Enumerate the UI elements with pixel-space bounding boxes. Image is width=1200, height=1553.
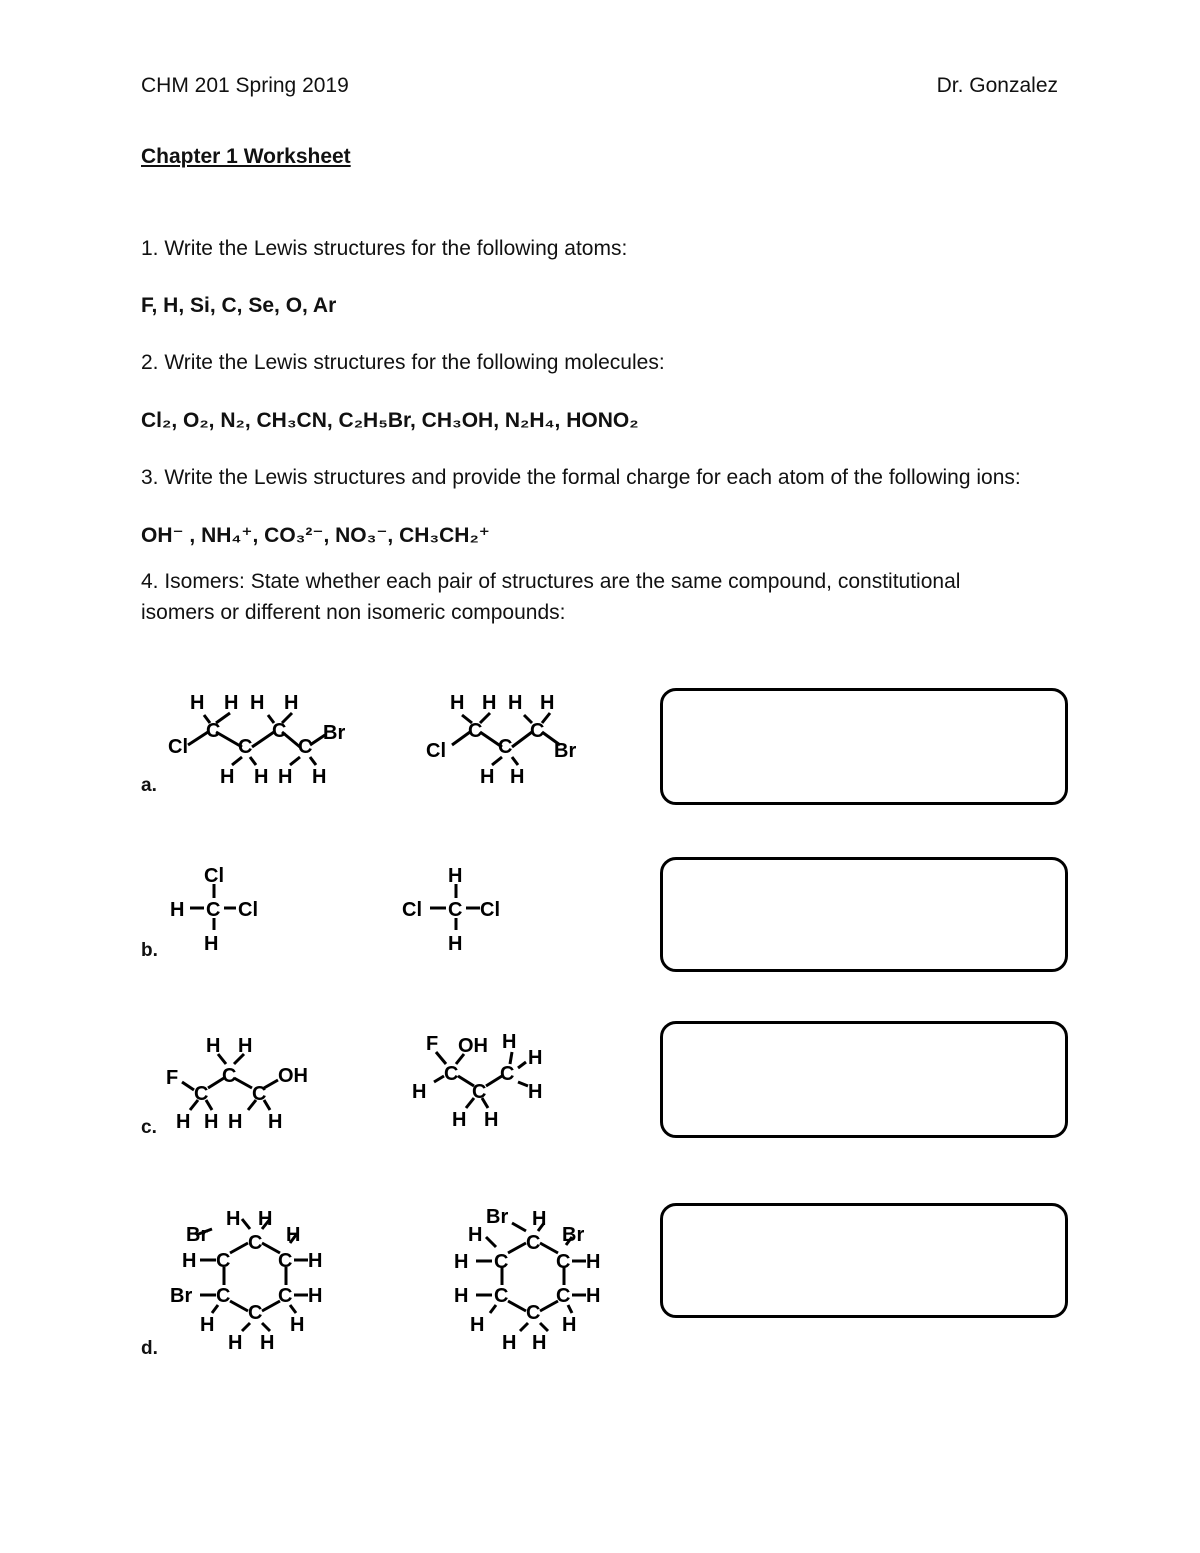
bond-line — [182, 1082, 194, 1090]
atom-H: H — [238, 1035, 253, 1057]
atom-H: H — [204, 933, 219, 955]
atom-H: H — [312, 766, 327, 788]
atom-C: C — [556, 1285, 571, 1307]
bond-line — [518, 1082, 528, 1086]
atom-H: H — [290, 1314, 305, 1336]
atom-C: C — [556, 1251, 571, 1273]
atom-OH: OH — [278, 1065, 308, 1087]
atom-C: C — [216, 1250, 231, 1272]
atom-H: H — [510, 766, 525, 788]
atom-C: C — [206, 720, 221, 742]
structure-b2-dichloromethane — [400, 860, 520, 960]
atom-H: H — [454, 1251, 469, 1273]
atom-C: C — [248, 1302, 263, 1324]
structure-d1-dibromocyclohexane — [168, 1205, 338, 1355]
atom-Cl: Cl — [426, 740, 446, 762]
atom-H: H — [204, 1111, 219, 1133]
atom-C: C — [448, 899, 463, 921]
atom-C: C — [472, 1081, 487, 1103]
atom-C: C — [216, 1285, 231, 1307]
bond-line — [230, 1301, 248, 1311]
atom-H: H — [468, 1224, 483, 1246]
atom-Br: Br — [562, 1224, 585, 1246]
atom-C: C — [278, 1285, 293, 1307]
pair-b-label: b. — [141, 940, 158, 961]
bond-line — [486, 1237, 496, 1247]
atom-H: H — [482, 692, 497, 714]
atom-C: C — [272, 720, 287, 742]
atom-H: H — [412, 1081, 427, 1103]
atom-Cl: Cl — [168, 736, 188, 758]
bond-line — [232, 757, 242, 765]
atom-H: H — [586, 1285, 601, 1307]
atom-Cl: Cl — [238, 899, 258, 921]
pair-a-label: a. — [141, 775, 157, 796]
atom-H: H — [206, 1035, 221, 1057]
bond-line — [492, 757, 502, 765]
course-header: CHM 201 Spring 2019 — [141, 74, 349, 97]
atom-H: H — [508, 692, 523, 714]
atom-C: C — [444, 1063, 459, 1085]
question-3-items: OH⁻ , NH₄⁺, CO₃²⁻, NO₃⁻, CH₃CH₂⁺ — [141, 524, 490, 547]
structure-a1-chloro-bromobutane — [160, 685, 360, 795]
atom-H: H — [448, 865, 463, 887]
atom-C: C — [298, 736, 313, 758]
structure-c1-fluoropropanol — [164, 1030, 324, 1135]
atom-H: H — [200, 1314, 215, 1336]
atom-H: H — [286, 1224, 301, 1246]
question-3-prompt: 3. Write the Lewis structures and provide the formal charge for each atom of the following ions: — [141, 466, 1021, 489]
structure-d2-dibromocyclohexane — [446, 1205, 616, 1355]
atom-C: C — [494, 1285, 509, 1307]
bond-line — [242, 1219, 250, 1229]
atom-H: H — [470, 1314, 485, 1336]
bond-line — [290, 757, 300, 765]
question-1-prompt: 1. Write the Lewis structures for the following atoms: — [141, 237, 628, 260]
pair-d-label: d. — [141, 1338, 158, 1359]
atom-H: H — [502, 1332, 517, 1354]
question-4-prompt-line-1: 4. Isomers: State whether each pair of structures are the same compound, constitutional — [141, 570, 961, 593]
atom-C: C — [252, 1083, 267, 1105]
atom-Cl: Cl — [204, 865, 224, 887]
question-1-items: F, H, Si, C, Se, O, Ar — [141, 294, 337, 317]
atom-H: H — [528, 1047, 543, 1069]
atom-F: F — [426, 1033, 439, 1055]
question-2-items: Cl₂, O₂, N₂, CH₃CN, C₂H₅Br, CH₃OH, N₂H₄, HONO₂ — [141, 409, 639, 432]
atom-Cl: Cl — [480, 899, 500, 921]
atom-C: C — [194, 1083, 209, 1105]
atom-H: H — [278, 766, 293, 788]
atom-H: H — [228, 1111, 243, 1133]
bond-line — [508, 1301, 526, 1311]
instructor-header: Dr. Gonzalez — [936, 74, 1058, 97]
bond-line — [250, 757, 256, 765]
atom-H: H — [260, 1332, 275, 1354]
atom-C: C — [494, 1251, 509, 1273]
bond-line — [434, 1076, 444, 1082]
atom-Br: Br — [170, 1285, 193, 1307]
atom-H: H — [308, 1250, 323, 1272]
structure-c2-fluoropropanol — [410, 1028, 560, 1138]
answer-box-c[interactable] — [660, 1021, 1068, 1138]
bond-line — [508, 1243, 526, 1253]
atom-C: C — [530, 720, 545, 742]
bond-line — [310, 757, 316, 765]
bond-line — [188, 732, 208, 745]
atom-H: H — [190, 692, 205, 714]
answer-box-a[interactable] — [660, 688, 1068, 805]
question-4-prompt-line-2: isomers or different non isomeric compounds: — [141, 601, 566, 624]
answer-box-b[interactable] — [660, 857, 1068, 972]
atom-C: C — [278, 1250, 293, 1272]
atom-Br: Br — [486, 1206, 509, 1228]
atom-Br: Br — [323, 722, 346, 744]
bond-line — [540, 1323, 548, 1331]
atom-Cl: Cl — [402, 899, 422, 921]
atom-H: H — [448, 933, 463, 955]
question-2-prompt: 2. Write the Lewis structures for the following molecules: — [141, 351, 665, 374]
atom-H: H — [586, 1251, 601, 1273]
answer-box-d[interactable] — [660, 1203, 1068, 1318]
atom-H: H — [228, 1332, 243, 1354]
bond-line — [512, 757, 518, 765]
page-title: Chapter 1 Worksheet — [141, 145, 351, 168]
atom-Br: Br — [554, 740, 577, 762]
bond-line — [512, 732, 532, 747]
atom-H: H — [562, 1314, 577, 1336]
bond-line — [234, 1078, 252, 1088]
atom-H: H — [254, 766, 269, 788]
structure-b1-dichloromethane — [166, 860, 276, 960]
atom-H: H — [452, 1109, 467, 1131]
atom-H: H — [502, 1031, 517, 1053]
atom-H: H — [220, 766, 235, 788]
atom-H: H — [450, 692, 465, 714]
bond-line — [252, 732, 274, 747]
atom-H: H — [176, 1111, 191, 1133]
atom-H: H — [480, 766, 495, 788]
bond-line — [230, 1243, 248, 1253]
atom-H: H — [224, 692, 239, 714]
atom-Br: Br — [186, 1224, 209, 1246]
atom-H: H — [284, 692, 299, 714]
atom-H: H — [454, 1285, 469, 1307]
atom-H: H — [540, 692, 555, 714]
atom-C: C — [248, 1232, 263, 1254]
bond-line — [512, 1223, 526, 1231]
structure-a2-chloro-bromopropane — [424, 685, 594, 795]
atom-C: C — [222, 1065, 237, 1087]
pair-c-label: c. — [141, 1117, 157, 1138]
bond-line — [242, 1323, 250, 1331]
atom-C: C — [206, 899, 221, 921]
atom-H: H — [182, 1250, 197, 1272]
atom-H: H — [250, 692, 265, 714]
atom-H: H — [532, 1208, 547, 1230]
atom-H: H — [226, 1208, 241, 1230]
atom-H: H — [268, 1111, 283, 1133]
bond-line — [520, 1323, 528, 1331]
atom-F: F — [166, 1067, 179, 1089]
atom-H: H — [532, 1332, 547, 1354]
atom-C: C — [498, 736, 513, 758]
atom-C: C — [468, 720, 483, 742]
bond-line — [262, 1323, 270, 1331]
atom-H: H — [170, 899, 185, 921]
atom-C: C — [238, 736, 253, 758]
atom-C: C — [526, 1232, 541, 1254]
atom-H: H — [528, 1081, 543, 1103]
atom-H: H — [484, 1109, 499, 1131]
atom-OH: OH — [458, 1035, 488, 1057]
atom-H: H — [308, 1285, 323, 1307]
atom-H: H — [258, 1208, 273, 1230]
atom-C: C — [526, 1302, 541, 1324]
atom-C: C — [500, 1063, 515, 1085]
bond-line — [518, 1062, 526, 1068]
